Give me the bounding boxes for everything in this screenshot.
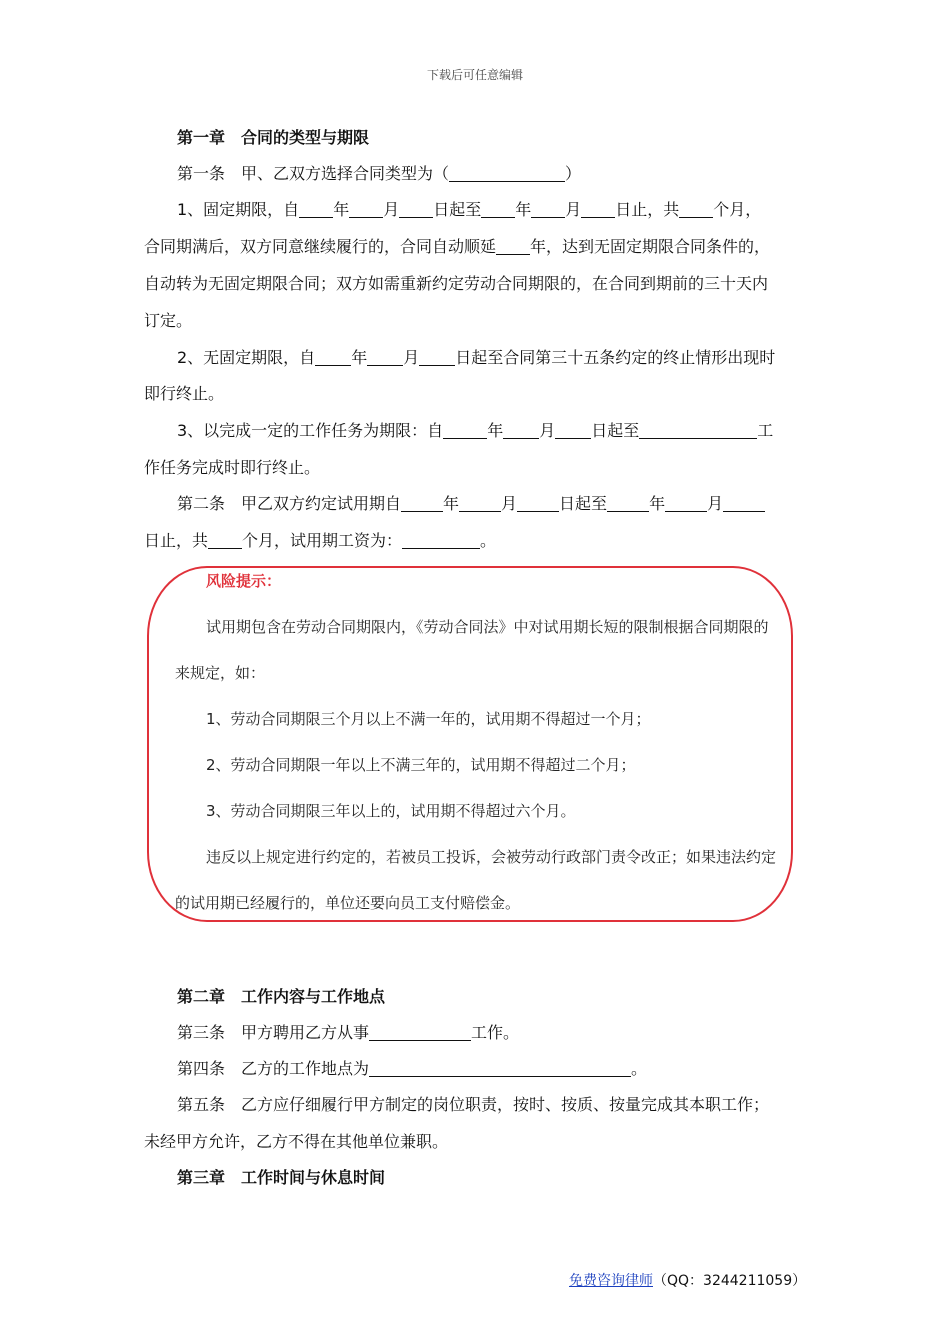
month-label: 月 [707, 494, 724, 513]
chapter1-heading: 第一章 合同的类型与期限 [177, 128, 370, 147]
item1-line1 [177, 200, 761, 220]
month-label: 月 [383, 200, 400, 219]
article3-text: 工作。 [471, 1023, 520, 1042]
contract-type-blank[interactable] [449, 165, 565, 182]
year-label: 年 [351, 348, 368, 367]
article4-text: 。 [631, 1059, 648, 1078]
blank-field[interactable] [401, 495, 443, 512]
salary-blank[interactable] [402, 532, 480, 549]
blank-field[interactable] [503, 422, 539, 439]
month-label: 月 [539, 421, 556, 440]
article2-line1 [177, 494, 765, 514]
footer [569, 1270, 806, 1290]
risk-item2: 2、劳动合同期限一年以上不满三年的，试用期不得超过二个月； [206, 756, 636, 774]
consult-lawyer-link[interactable]: 免费咨询律师 [569, 1273, 653, 1289]
item1-text: 1、固定期限，自 [177, 200, 300, 219]
item2-text: 2、无固定期限，自 [177, 348, 316, 367]
item3-line2: 作任务完成时即行终止。 [144, 458, 321, 477]
risk-item1: 1、劳动合同期限三个月以上不满一年的，试用期不得超过一个月； [206, 710, 651, 728]
article2-text: 个月，试用期工资为： [242, 531, 403, 550]
blank-field[interactable] [367, 349, 403, 366]
item2-text: 日起至合同第三十五条约定的终止情形出现时 [455, 348, 776, 367]
risk-paragraph1-cont: 来规定，如： [175, 664, 266, 682]
item2-line2: 即行终止。 [144, 384, 225, 403]
blank-field[interactable] [419, 349, 455, 366]
day-label: 日起至 [433, 200, 482, 219]
blank-field[interactable] [555, 422, 591, 439]
blank-field[interactable] [679, 201, 713, 218]
item3-line1 [177, 421, 773, 441]
item1-line2 [144, 237, 770, 257]
blank-field[interactable] [399, 201, 433, 218]
blank-field[interactable] [607, 495, 649, 512]
year-label: 年 [487, 421, 504, 440]
blank-field[interactable] [208, 532, 242, 549]
risk-paragraph2-cont: 的试用期已经履行的，单位还要向员工支付赔偿金。 [175, 894, 521, 912]
blank-field[interactable] [315, 349, 351, 366]
year-label: 年 [333, 200, 350, 219]
chapter2-heading: 第二章 工作内容与工作地点 [177, 987, 386, 1006]
blank-field[interactable] [639, 422, 757, 439]
risk-paragraph2: 违反以上规定进行约定的，若被员工投诉，会被劳动行政部门责令改正；如果违法约定 [206, 848, 777, 866]
blank-field[interactable] [459, 495, 501, 512]
article2-text: 。 [480, 531, 497, 550]
blank-field[interactable] [665, 495, 707, 512]
item1-text: 年，达到无固定期限合同条件的， [530, 237, 771, 256]
blank-field[interactable] [517, 495, 559, 512]
item3-text: 日起至 [591, 421, 640, 440]
article5-line2: 未经甲方允许，乙方不得在其他单位兼职。 [144, 1132, 449, 1151]
month-label: 月 [565, 200, 582, 219]
article2-text: 日止，共 [144, 531, 209, 550]
article4 [177, 1059, 647, 1079]
article5-line1: 第五条 乙方应仔细履行甲方制定的岗位职责，按时、按质、按量完成其本职工作； [177, 1095, 770, 1114]
item1-text: 合同期满后，双方同意继续履行的，合同自动顺延 [144, 237, 497, 256]
year-label: 年 [649, 494, 666, 513]
job-blank[interactable] [369, 1024, 471, 1041]
blank-field[interactable] [443, 422, 487, 439]
article2-line2 [144, 531, 496, 551]
month-label: 月 [501, 494, 518, 513]
item3-text: 3、以完成一定的工作任务为期限：自 [177, 421, 444, 440]
year-label: 年 [443, 494, 460, 513]
blank-field[interactable] [531, 201, 565, 218]
month-label: 月 [403, 348, 420, 367]
workplace-blank[interactable] [369, 1060, 631, 1077]
article1-text: 第一条 甲、乙双方选择合同类型为（ [177, 164, 450, 183]
header-note: 下载后可任意编辑 [426, 68, 523, 82]
blank-field[interactable] [581, 201, 615, 218]
item2-line1 [177, 348, 775, 368]
item3-text: 工 [757, 421, 774, 440]
risk-paragraph1: 试用期包含在劳动合同期限内，《劳动合同法》中对试用期长短的限制根据合同期限的 [206, 618, 769, 636]
year-label: 年 [515, 200, 532, 219]
blank-field[interactable] [299, 201, 333, 218]
risk-item3: 3、劳动合同期限三年以上的，试用期不得超过六个月。 [206, 802, 576, 820]
blank-field[interactable] [349, 201, 383, 218]
blank-field[interactable] [481, 201, 515, 218]
chapter3-heading: 第三章 工作时间与休息时间 [177, 1168, 386, 1187]
month-count-label: 个月， [713, 200, 762, 219]
blank-field[interactable] [723, 495, 765, 512]
article1-close: ） [565, 164, 582, 183]
risk-title: 风险提示： [206, 572, 282, 590]
day-label: 日止，共 [615, 200, 680, 219]
item1-line3: 自动转为无固定期限合同；双方如需重新约定劳动合同期限的，在合同到期前的三十天内 [144, 274, 769, 293]
blank-field[interactable] [496, 238, 530, 255]
article4-text: 第四条 乙方的工作地点为 [177, 1059, 370, 1078]
article3-text: 第三条 甲方聘用乙方从事 [177, 1023, 370, 1042]
article3 [177, 1023, 519, 1043]
article2-text: 第二条 甲乙双方约定试用期自 [177, 494, 402, 513]
day-label: 日起至 [559, 494, 608, 513]
item1-line4: 订定。 [144, 311, 193, 330]
article1 [177, 164, 581, 184]
footer-contact: （QQ：3244211059） [653, 1273, 807, 1289]
